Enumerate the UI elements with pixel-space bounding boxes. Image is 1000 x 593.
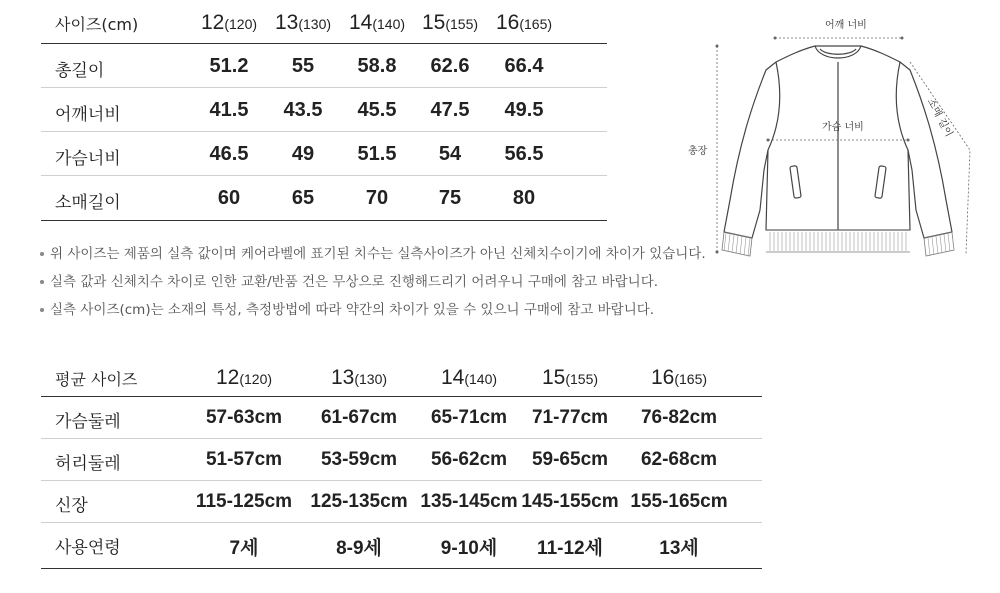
table-row bbox=[41, 523, 762, 569]
table-cell: 70 bbox=[365, 187, 389, 209]
avg-col-12: 12(120) bbox=[215, 366, 273, 389]
table-cell: 76-82cm bbox=[640, 407, 718, 428]
size-col-15: 15(155) bbox=[421, 11, 479, 34]
row-label: 가슴너비 bbox=[55, 149, 121, 169]
table-cell: 56-62cm bbox=[430, 449, 508, 470]
table-cell: 65 bbox=[291, 187, 315, 209]
table-row bbox=[41, 439, 762, 481]
table-cell: 61-67cm bbox=[320, 407, 398, 428]
bullet-icon bbox=[40, 308, 44, 312]
table-cell: 71-77cm bbox=[531, 407, 609, 428]
table-cell: 49.5 bbox=[504, 99, 544, 121]
size-table bbox=[41, 0, 607, 221]
note-item: 실측 사이즈(cm)는 소재의 특성, 측정방법에 따라 약간의 차이가 있을 수 있으니 구매에 참고 바랍니다. bbox=[40, 300, 706, 328]
total-length-label: 총장 bbox=[688, 146, 708, 157]
table-cell: 80 bbox=[512, 187, 536, 209]
table-cell: 115-125cm bbox=[195, 491, 293, 512]
table-cell: 60 bbox=[217, 187, 241, 209]
avg-col-16: 16(165) bbox=[650, 366, 708, 389]
table-row bbox=[41, 397, 762, 439]
average-size-table bbox=[41, 360, 762, 569]
table-cell: 7세 bbox=[229, 538, 259, 559]
table-cell: 51-57cm bbox=[205, 449, 283, 470]
table-cell: 75 bbox=[438, 187, 462, 209]
table-cell: 9-10세 bbox=[440, 538, 498, 559]
avg-col-15: 15(155) bbox=[541, 366, 599, 389]
avg-col-14: 14(140) bbox=[440, 366, 498, 389]
note-item: 위 사이즈는 제품의 실측 값이며 케어라벨에 표기된 치수는 실측사이즈가 아닌 신체치수이기에 차이가 있습니다. bbox=[40, 244, 706, 272]
table-row bbox=[41, 176, 607, 221]
table-cell: 135-145cm bbox=[420, 491, 518, 512]
shoulder-width-label: 어깨 너비 bbox=[825, 20, 867, 31]
table-cell: 45.5 bbox=[357, 99, 397, 121]
table-cell: 62.6 bbox=[430, 55, 470, 77]
table-cell: 8-9세 bbox=[336, 538, 382, 559]
table-row bbox=[41, 88, 607, 132]
table-cell: 41.5 bbox=[209, 99, 249, 121]
table-cell: 56.5 bbox=[504, 143, 544, 165]
avg-col-13: 13(130) bbox=[330, 366, 388, 389]
table-cell: 62-68cm bbox=[640, 449, 718, 470]
table-cell: 49 bbox=[291, 143, 315, 165]
table-cell: 11-12세 bbox=[537, 538, 603, 559]
table-cell: 55 bbox=[291, 55, 315, 77]
table-cell: 57-63cm bbox=[205, 407, 283, 428]
size-col-13: 13(130) bbox=[274, 11, 332, 34]
table-cell: 13세 bbox=[659, 538, 699, 559]
size-col-14: 14(140) bbox=[348, 11, 406, 34]
table-cell: 66.4 bbox=[504, 55, 544, 77]
table-cell: 125-135cm bbox=[310, 491, 408, 512]
table-row bbox=[41, 481, 762, 523]
note-item: 실측 값과 신체치수 차이로 인한 교환/반품 건은 무상으로 진행해드리기 어려우니 구매에 참고 바랍니다. bbox=[40, 272, 706, 300]
table-cell: 59-65cm bbox=[531, 449, 609, 470]
row-label: 사용연령 bbox=[55, 538, 121, 558]
table-cell: 155-165cm bbox=[630, 491, 728, 512]
size-table-header bbox=[41, 0, 607, 44]
table-cell: 51.2 bbox=[209, 55, 249, 77]
size-col-12: 12(120) bbox=[200, 11, 258, 34]
table-row bbox=[41, 132, 607, 176]
size-col-16: 16(165) bbox=[495, 11, 553, 34]
row-label: 허리둘레 bbox=[55, 454, 121, 474]
jacket-illustration bbox=[680, 0, 980, 270]
table-cell: 145-155cm bbox=[521, 491, 619, 512]
size-notes bbox=[40, 244, 706, 328]
table-cell: 54 bbox=[438, 143, 462, 165]
row-label: 신장 bbox=[55, 496, 88, 516]
table-cell: 43.5 bbox=[283, 99, 323, 121]
jacket-diagram bbox=[680, 0, 980, 270]
row-label: 소매길이 bbox=[55, 193, 121, 213]
average-table-header-label: 평균 사이즈 bbox=[55, 370, 138, 389]
size-table-header-label: 사이즈(cm) bbox=[55, 15, 139, 34]
table-cell: 65-71cm bbox=[430, 407, 508, 428]
average-table-header bbox=[41, 360, 762, 397]
chest-width-label: 가슴 너비 bbox=[822, 122, 864, 133]
row-label: 어깨너비 bbox=[55, 105, 121, 125]
sleeve-length-label: 소매 길이 bbox=[924, 96, 955, 139]
table-cell: 47.5 bbox=[430, 99, 470, 121]
table-cell: 46.5 bbox=[209, 143, 249, 165]
bullet-icon bbox=[40, 280, 44, 284]
row-label: 총길이 bbox=[55, 61, 105, 81]
table-row bbox=[41, 44, 607, 88]
table-cell: 58.8 bbox=[357, 55, 397, 77]
table-cell: 51.5 bbox=[357, 143, 397, 165]
table-cell: 53-59cm bbox=[320, 449, 398, 470]
bullet-icon bbox=[40, 252, 44, 256]
row-label: 가슴둘레 bbox=[55, 412, 121, 432]
